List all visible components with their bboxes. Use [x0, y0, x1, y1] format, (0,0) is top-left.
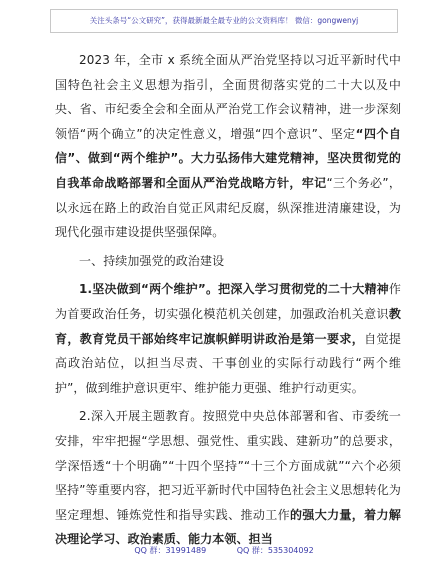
intro-text-b-bold: “四个自信”、做到“两个维护”。大力弘扬伟大建党精神，坚决贯彻党的自我革命战略部署和全面从严治党战略方针，牢记: [55, 126, 401, 190]
item1-text-d: 自觉提高政治站位，以担当尽责、干事创业的实际行动践行“两个维护”，做到维护意识更牢、维护能力更强、维护行动更实。: [55, 331, 401, 395]
intro-text-c: “三个务必”，以永远在路上的政治自觉正风肃纪反腐，纵深推进清廉建设，为现代化强市建设提供坚强保障。: [55, 175, 401, 240]
intro-text-a: 2023 年，全市 x 系统全面从严治党坚持以习近平新时代中国特色社会主义思想为指引，全面贯彻落实党的二十大以及中央、省、市纪委全会和全面从严治党工作会议精神，进一步深刻领悟“两个确立”的决定性意义，增强“四个意识”、坚定: [55, 53, 401, 141]
paragraph-item-1: [55, 277, 401, 400]
paragraph-intro: [55, 48, 401, 245]
item1-text-c-bold: 教育，教育党员干部始终牢记旗帜鲜明讲政治是第一要求，: [55, 306, 401, 346]
item1-text-b: 作为首要政治任务，切实强化模范机关创建，加强政治机关意识: [55, 282, 401, 321]
item2-text-b-bold: 的强大力量，着力解决理论学习、政治素质、能力本领、担当: [55, 507, 401, 547]
paragraph-item-2: [55, 404, 401, 552]
footer-qq-group-2: QQ 群：535304092: [236, 546, 314, 555]
header-banner: 关注头条号“公文研究”，获得最新最全最专业的公文资料库！ 微信：gongwenyj: [50, 9, 398, 33]
section-heading: 一、持续加强党的政治建设: [79, 253, 225, 268]
document-body: [55, 48, 401, 552]
footer: [0, 545, 448, 556]
item2-text-a: 2.深入开展主题教育。按照党中央总体部署和省、市委统一安排，牢牢把握“学思想、强党性、重实践、建新功”的总要求，学深悟透“十个明确”“十四个坚持”“十三个方面成就”“六个必须坚持”等重要内容，把习近平新时代中国特色社会主义思想转化为坚定理想、锤炼党性和指导实践、推动工作: [55, 409, 401, 522]
item1-text-a-bold: 1.坚决做到“两个维护”。把深入学习贯彻党的二十大精神: [79, 282, 389, 297]
footer-qq-group-1: QQ 群：31991489: [134, 546, 207, 555]
